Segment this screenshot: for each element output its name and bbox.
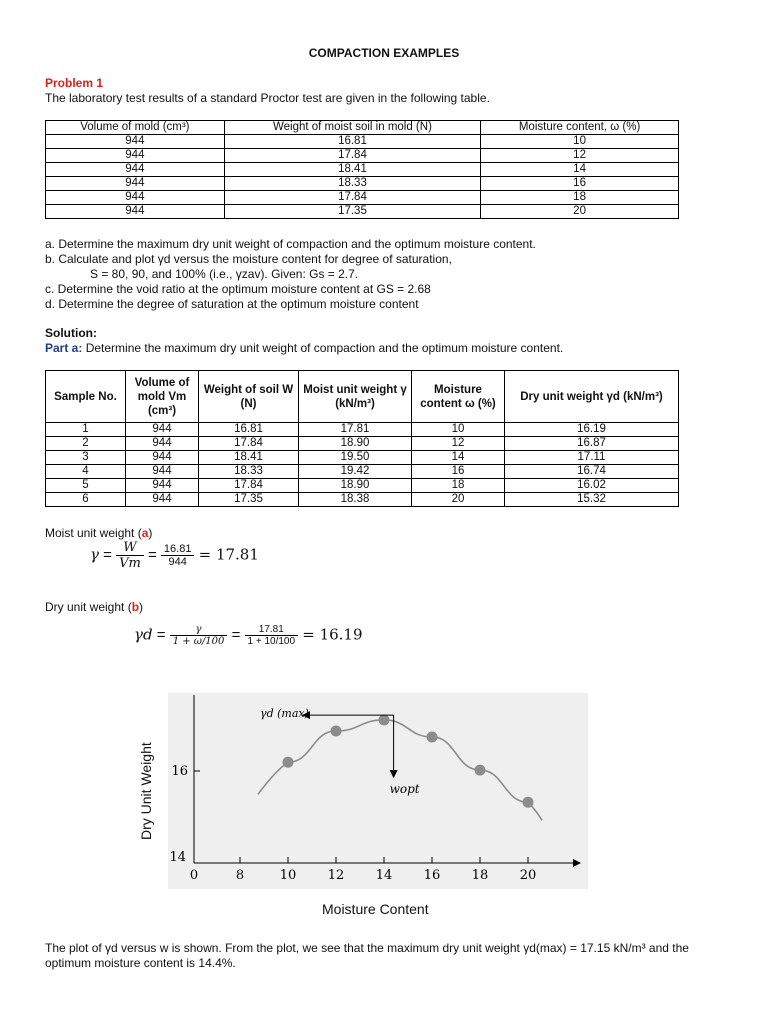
- x-tick-label: 18: [471, 868, 489, 883]
- column-header: Moisture content, ω (%): [481, 121, 679, 135]
- table-cell: 18.90: [299, 437, 412, 451]
- question-b: b. Calculate and plot γd versus the moisture content for degree of saturation,: [45, 252, 452, 266]
- table-cell: 17.84: [199, 437, 299, 451]
- table-cell: 17.81: [299, 423, 412, 437]
- table-row: [46, 205, 679, 219]
- table-cell: 19.42: [299, 465, 412, 479]
- table-row: [46, 177, 679, 191]
- data-point: [523, 797, 534, 808]
- fitted-curve: [258, 720, 542, 820]
- table-cell: 18.33: [199, 465, 299, 479]
- y-tick-label: 14: [169, 850, 186, 865]
- x-tick-label: 14: [375, 868, 393, 883]
- table-cell: 16.02: [505, 479, 679, 493]
- data-point: [427, 731, 438, 742]
- label-text: Dry unit weight (: [45, 600, 132, 614]
- table-cell: 16.81: [224, 135, 480, 149]
- table-cell: 944: [46, 177, 225, 191]
- w-opt-label: wopt: [389, 782, 420, 797]
- table-cell: 16.81: [199, 423, 299, 437]
- question-a: a. Determine the maximum dry unit weight of compaction and the optimum moisture content.: [45, 237, 536, 251]
- part-a-label: Part a:: [45, 341, 83, 355]
- table-cell: 2: [46, 437, 126, 451]
- table-cell: 10: [412, 423, 505, 437]
- table-cell: 944: [46, 135, 225, 149]
- equation-result: = 16.19: [302, 625, 363, 644]
- x-tick-label: 10: [279, 868, 297, 883]
- table-cell: 944: [126, 493, 199, 507]
- table-row: [46, 465, 679, 479]
- compaction-chart: [168, 693, 588, 889]
- dry-equation: γd = $\frac{\gamma}{1 + \omega/100}$ = $\frac{17.81}{1 + 10/100}$ = 16.19: [134, 624, 363, 647]
- question-b-cont: S = 80, 90, and 100% (i.e., γzav). Given: Gs = 2.7.: [90, 267, 359, 281]
- table-cell: 5: [46, 479, 126, 493]
- table-cell: 18.41: [199, 451, 299, 465]
- table-cell: 17.35: [199, 493, 299, 507]
- question-c: c. Determine the void ratio at the optimum moisture content at GS = 2.68: [45, 282, 431, 296]
- data-point: [475, 765, 486, 776]
- gamma-max-label: γd (max): [260, 707, 309, 721]
- column-header: Dry unit weight γd (kN/m³): [505, 371, 679, 423]
- table-cell: 944: [126, 437, 199, 451]
- data-point: [283, 757, 294, 768]
- table-cell: 944: [126, 423, 199, 437]
- fraction-denominator: 1 + 10/100: [247, 636, 296, 647]
- table-row: [46, 451, 679, 465]
- equation-lhs: γ: [90, 545, 99, 564]
- problem-intro: The laboratory test results of a standard Proctor test are given in the following table.: [45, 91, 490, 105]
- table-cell: 18.33: [224, 177, 480, 191]
- x-tick-label: 8: [235, 868, 245, 883]
- part-a-line: [45, 341, 563, 356]
- data-point: [379, 714, 390, 725]
- moist-unit-weight-label: Moist unit weight (a): [45, 526, 153, 540]
- table-cell: 944: [46, 163, 225, 177]
- table-cell: 12: [412, 437, 505, 451]
- table-cell: 16: [481, 177, 679, 191]
- fraction-denominator: 1 + ω/100: [172, 636, 225, 647]
- footnote-mark: a: [141, 526, 149, 540]
- footnote-mark: b: [131, 600, 140, 614]
- table-cell: 944: [126, 451, 199, 465]
- table-cell: 944: [46, 191, 225, 205]
- table-row: [46, 135, 679, 149]
- table-row: [46, 423, 679, 437]
- table-cell: 6: [46, 493, 126, 507]
- table-cell: 15.32: [505, 493, 679, 507]
- table-cell: 1: [46, 423, 126, 437]
- table-row: [46, 149, 679, 163]
- chart-x-axis-label: Moisture Content: [322, 901, 429, 917]
- table-row: [46, 479, 679, 493]
- chart-y-axis-label: Dry Unit Weight: [138, 742, 154, 840]
- column-header: Volume of mold Vm (cm³): [126, 371, 199, 423]
- part-a-text: Determine the maximum dry unit weight of compaction and the optimum moisture content.: [82, 341, 564, 355]
- column-header: Volume of mold (cm³): [46, 121, 225, 135]
- solution-table: [45, 370, 679, 507]
- fraction-numerator: W: [116, 540, 144, 556]
- fraction-numerator: γ: [170, 624, 228, 636]
- fraction-denominator: Vm: [119, 556, 141, 571]
- table-cell: 944: [126, 465, 199, 479]
- fraction: [161, 543, 195, 568]
- fraction-numerator: 17.81: [245, 624, 299, 636]
- moist-equation: γ = $\frac{W}{Vm}$ = $\frac{16.81}{944}$ = 17.81: [90, 540, 259, 571]
- fraction: [116, 540, 144, 571]
- table-cell: 18.90: [299, 479, 412, 493]
- x-tick-label: 0: [189, 868, 199, 883]
- table-cell: 17.84: [224, 149, 480, 163]
- table-cell: 16.19: [505, 423, 679, 437]
- question-d: d. Determine the degree of saturation at the optimum moisture content: [45, 297, 419, 311]
- table-cell: 12: [481, 149, 679, 163]
- table-row: [46, 493, 679, 507]
- problem-heading: Problem 1: [45, 76, 104, 90]
- fraction: [245, 624, 299, 647]
- table-cell: 944: [46, 205, 225, 219]
- table-cell: 17.35: [224, 205, 480, 219]
- fraction: [170, 624, 228, 647]
- data-point: [331, 725, 342, 736]
- table-cell: 944: [126, 479, 199, 493]
- table-cell: 4: [46, 465, 126, 479]
- table-cell: 20: [481, 205, 679, 219]
- table-cell: 16.87: [505, 437, 679, 451]
- table-cell: 19.50: [299, 451, 412, 465]
- dry-unit-weight-label: Dry unit weight (b): [45, 600, 144, 614]
- table-cell: 16.74: [505, 465, 679, 479]
- w-opt-arrowhead: [390, 770, 398, 778]
- table-cell: 14: [481, 163, 679, 177]
- table-row: [46, 437, 679, 451]
- table-row: [46, 191, 679, 205]
- proctor-data-table: [45, 120, 679, 219]
- label-text: Moist unit weight (: [45, 526, 142, 540]
- table-cell: 17.84: [199, 479, 299, 493]
- table-cell: 18: [412, 479, 505, 493]
- column-header: Sample No.: [46, 371, 126, 423]
- table-cell: 944: [46, 149, 225, 163]
- table-cell: 3: [46, 451, 126, 465]
- equation-result: = 17.81: [198, 545, 259, 564]
- table-cell: 10: [481, 135, 679, 149]
- table-cell: 18.38: [299, 493, 412, 507]
- equation-lhs: γd: [134, 625, 153, 644]
- x-tick-label: 16: [423, 868, 441, 883]
- column-header: Moist unit weight γ (kN/m³): [299, 371, 412, 423]
- table-row: [46, 163, 679, 177]
- table-cell: 17.11: [505, 451, 679, 465]
- column-header: Weight of soil W (N): [199, 371, 299, 423]
- y-tick-label: 16: [171, 764, 188, 779]
- conclusion-text: The plot of γd versus w is shown. From the plot, we see that the maximum dry unit weight γd(max) = 17.15 kN/m³ and the optimum moisture content is 14.4%.: [45, 941, 689, 970]
- x-tick-label: 12: [327, 868, 345, 883]
- table-cell: 17.84: [224, 191, 480, 205]
- table-cell: 16: [412, 465, 505, 479]
- table-cell: 14: [412, 451, 505, 465]
- page-title: COMPACTION EXAMPLES: [308, 46, 460, 60]
- fraction-denominator: 944: [168, 556, 187, 568]
- x-axis-arrow: [573, 859, 581, 867]
- column-header: Moisture content ω (%): [412, 371, 505, 423]
- x-tick-label: 20: [519, 868, 537, 883]
- column-header: Weight of moist soil in mold (N): [224, 121, 480, 135]
- table-cell: 18: [481, 191, 679, 205]
- compaction-chart-svg: [168, 693, 588, 889]
- table-cell: 20: [412, 493, 505, 507]
- solution-heading: Solution:: [45, 326, 97, 340]
- fraction-numerator: 16.81: [161, 543, 195, 556]
- table-cell: 18.41: [224, 163, 480, 177]
